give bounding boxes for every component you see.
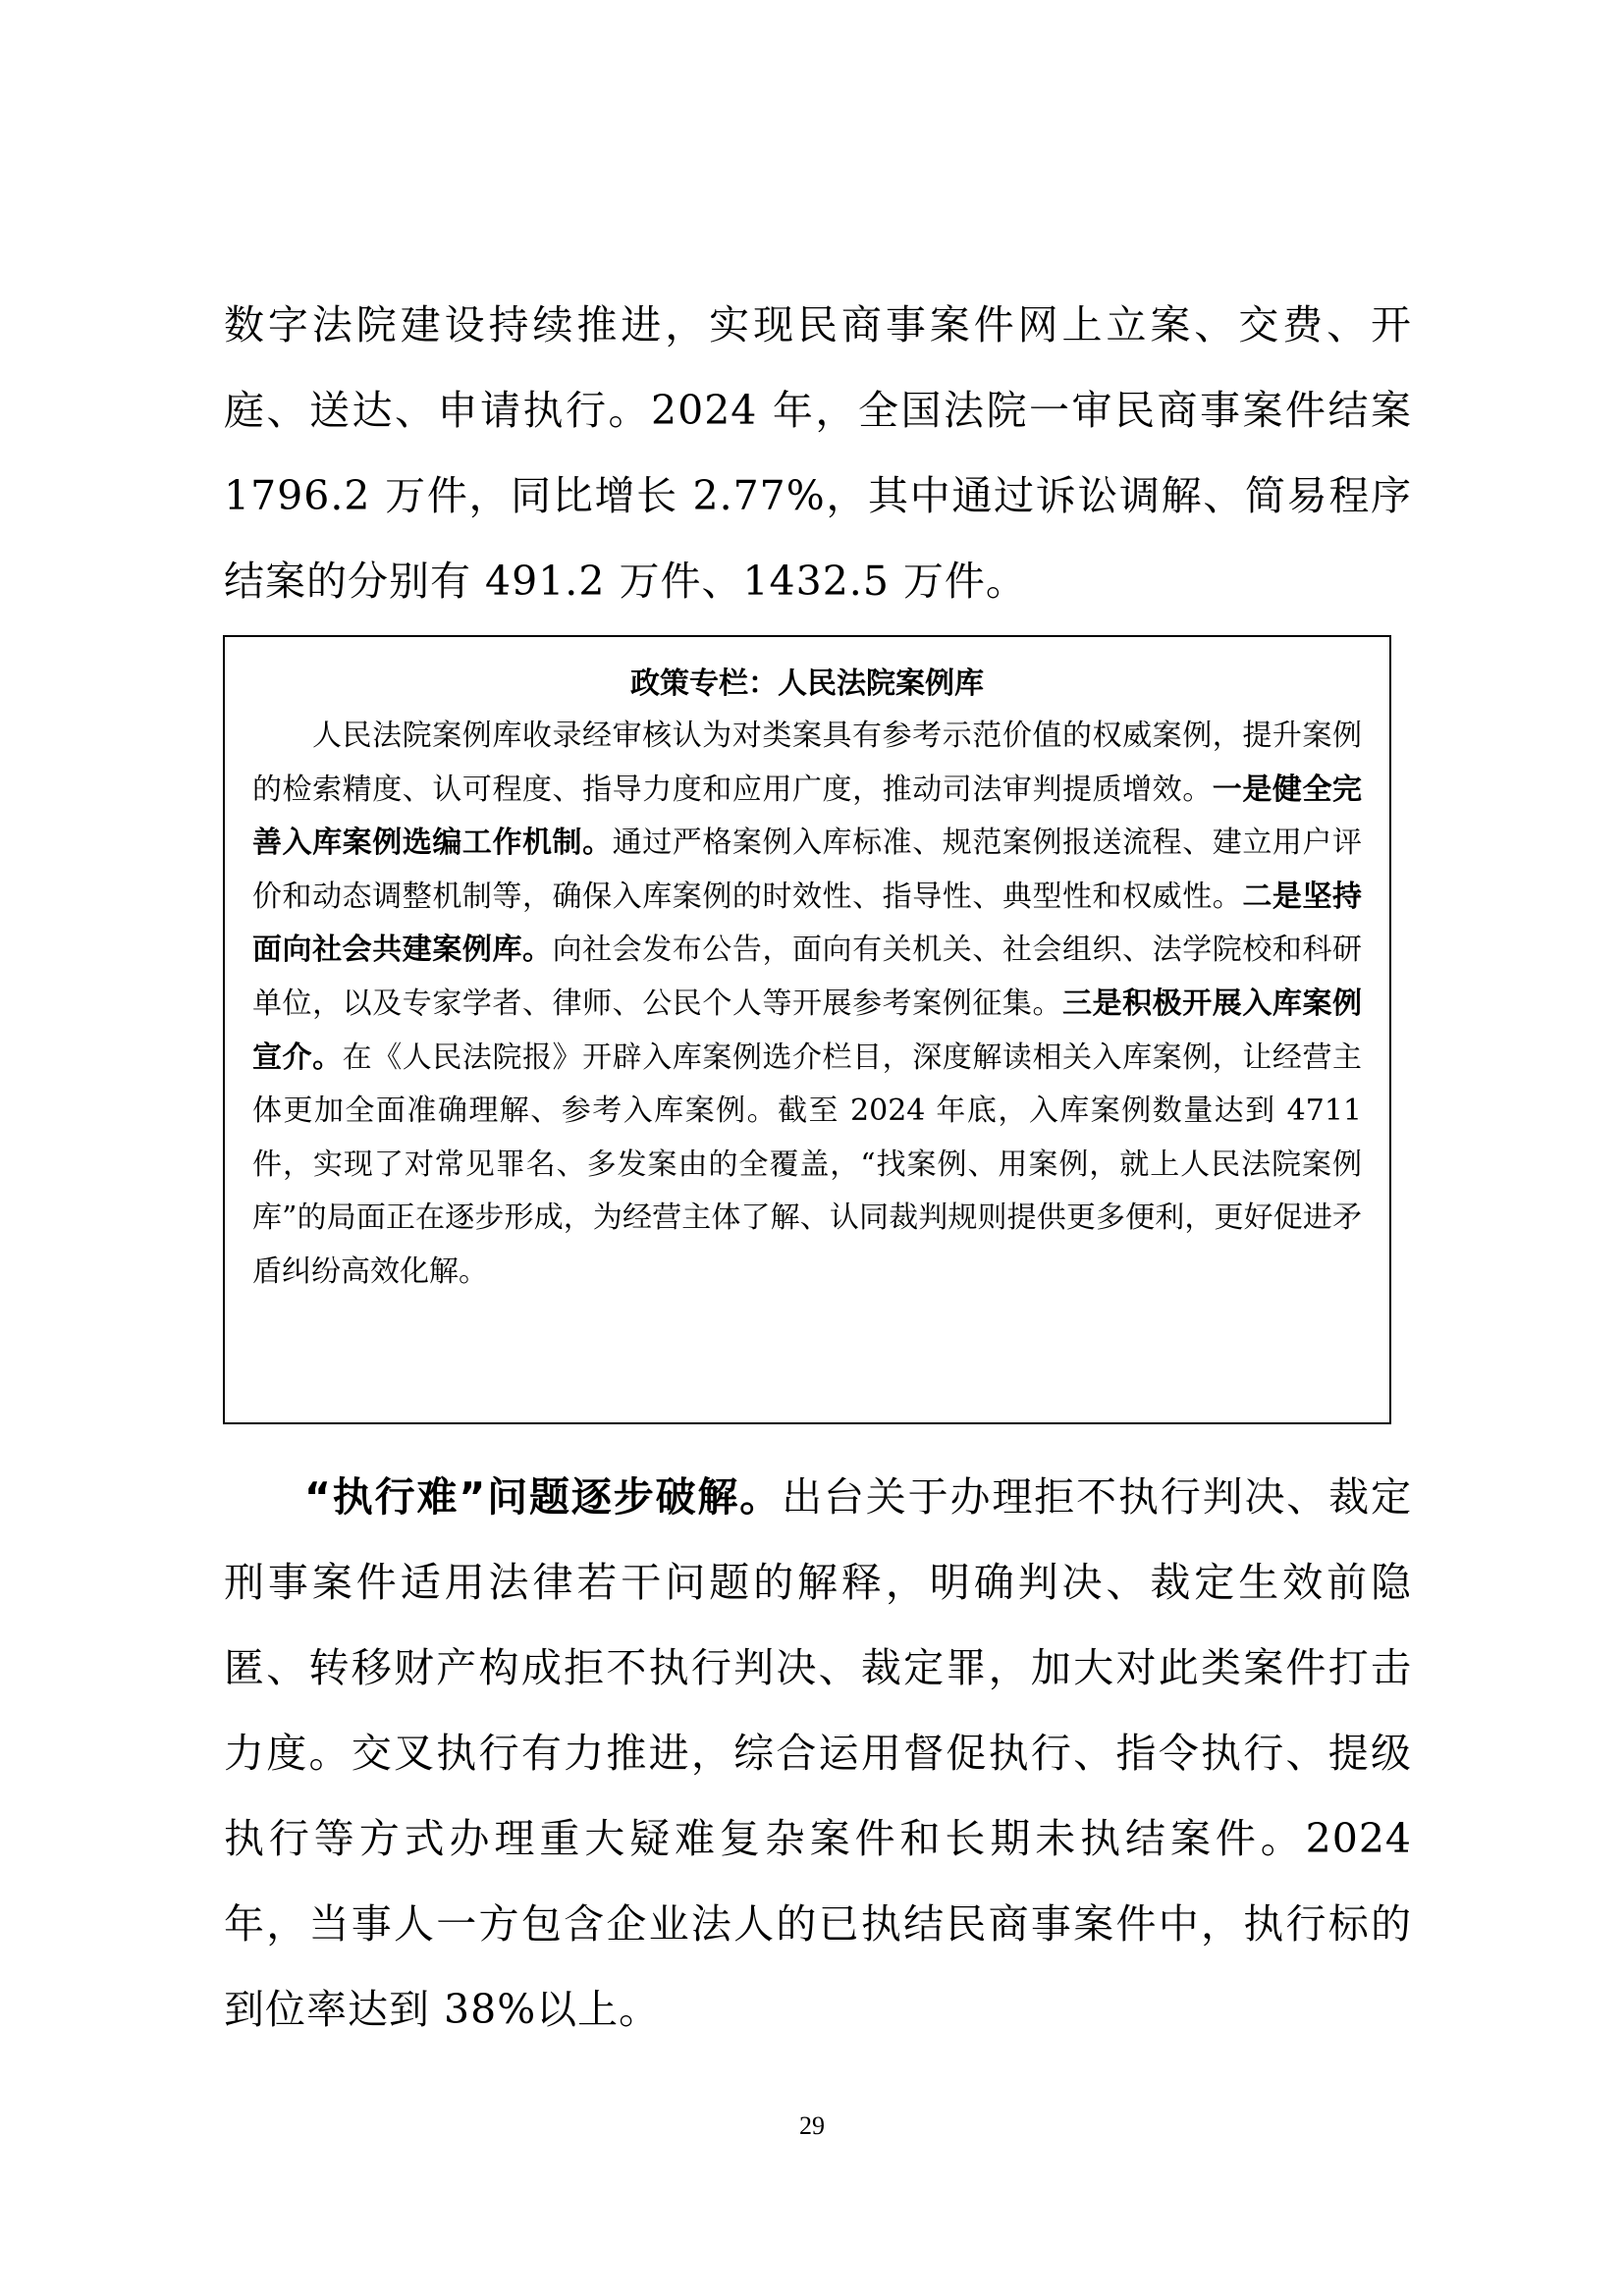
policy-box-intro: 人民法院案例库收录经审核认为对类案具有参考示范价值的权威案例，提升案例的检索精度、认可程度、指导力度和应用广度，推动司法审判提质增效。	[252, 719, 1362, 807]
policy-point-3-text: 在《人民法院报》开辟入库案例选介栏目，深度解读相关入库案例，让经营主体更加全面准确理解、参考入库案例。截至 2024 年底，入库案例数量达到 4711 件，实现了对常见罪名、多发案由的全覆盖，“找案例、用案例，就上人民法院案例库”的局面正在逐步形成，为经营主体了解、认同裁判规则提供更多便利，更好促进矛盾纠纷高效化解。	[252, 1040, 1363, 1289]
policy-point-3-heading: 三是积极开展入库案例宣介。	[252, 986, 1363, 1075]
enforcement-paragraph	[224, 1455, 1412, 2053]
enforcement-text: 出台关于办理拒不执行判决、裁定刑事案件适用法律若干问题的解释，明确判决、裁定生效前隐匿、转移财产构成拒不执行判决、裁定罪，加大对此类案件打击力度。交叉执行有力推进，综合运用督促执行、指令执行、提级执行等方式办理重大疑难复杂案件和长期未执结案件。2024 年，当事人一方包含企业法人的已执结民商事案件中，执行标的到位率达到 38%以上。	[224, 1473, 1412, 2033]
policy-point-2-heading: 二是坚持面向社会共建案例库。	[252, 879, 1363, 968]
policy-box	[223, 635, 1391, 1424]
intro-paragraph: 数字法院建设持续推进，实现民商事案件网上立案、交费、开庭、送达、申请执行。2024 年，全国法院一审民商事案件结案 1796.2 万件，同比增长 2.77%，其中通过诉讼调解、简易程序结案的分别有 491.2 万件、1432.5 万件。	[224, 301, 1412, 605]
policy-box-title: 政策专栏：人民法院案例库	[630, 667, 984, 701]
policy-point-1-heading: 一是健全完善入库案例选编工作机制。	[252, 772, 1363, 861]
policy-box-body	[252, 710, 1362, 1300]
page-number: 29	[799, 2111, 825, 2140]
enforcement-lead: “执行难”问题逐步破解。	[304, 1473, 783, 1521]
policy-point-2-text: 向社会发布公告，面向有关机关、社会组织、法学院校和科研单位，以及专家学者、律师、公民个人等开展参考案例征集。	[252, 933, 1363, 1021]
policy-point-1-text: 通过严格案例入库标准、规范案例报送流程、建立用户评价和动态调整机制等，确保入库案例的时效性、指导性、典型性和权威性。	[252, 826, 1363, 914]
